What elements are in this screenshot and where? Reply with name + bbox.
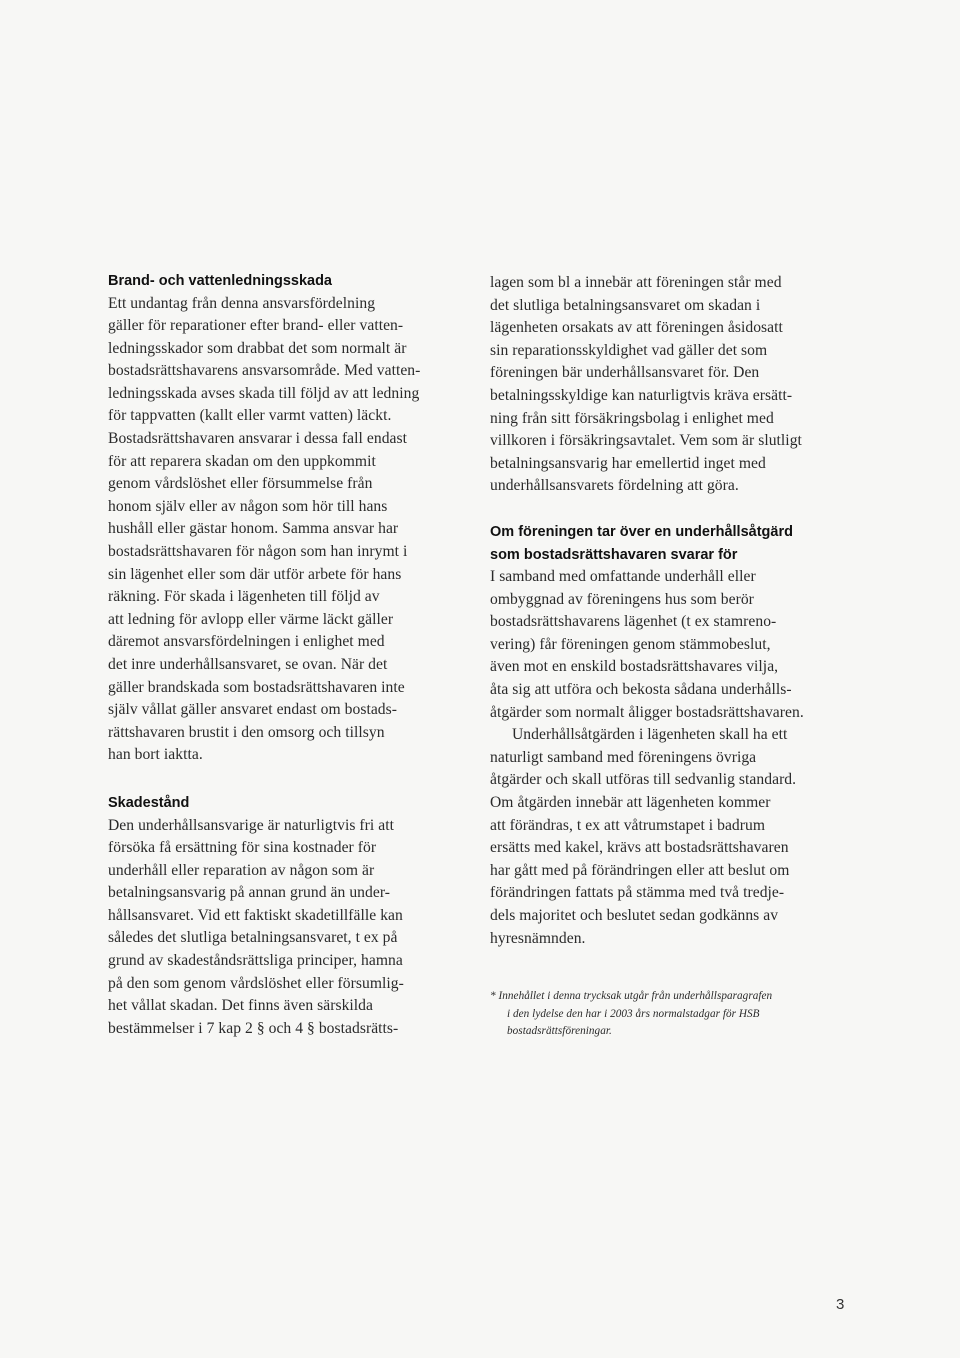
text-line: lagen som bl a innebär att föreningen står med: [490, 274, 782, 291]
text-line: ersätts med kakel, krävs att bostadsrättshavaren: [490, 839, 789, 857]
text-line: att ledning för avlopp eller värme läckt gäller: [108, 610, 394, 628]
text-line: åtgärder och skall utföras till sedvanlig standard.: [490, 771, 797, 789]
text-line: I samband med omfattande underhåll eller: [490, 568, 756, 585]
paragraph-continued: [490, 272, 802, 498]
text-line: betalningsansvarig har emellertid inget med: [490, 454, 766, 472]
text-line: sin lägenhet eller som där utför arbete för hans: [108, 565, 402, 583]
paragraph: [108, 293, 420, 767]
text-line: honom själv eller av någon som hör till hans: [108, 497, 388, 515]
section-foreningen-tar-over: [490, 521, 804, 950]
text-line: hushåll eller gästar honom. Samma ansvar har: [108, 520, 399, 538]
text-line: Ett undantag från denna ansvarsfördelning: [108, 294, 376, 312]
text-line: genom vårdslöshet eller försummelse från: [108, 475, 373, 493]
text-line: underhåll eller reparation av någon som är: [108, 861, 375, 879]
section-heading: Skadestånd: [108, 795, 190, 811]
paragraph: [490, 724, 804, 950]
footnote-line: i den lydelse den har i 2003 års normalstadgar för HSB: [507, 1007, 760, 1020]
text-line: bostadsrättshavarens lägenhet (t ex stamreno-: [490, 613, 777, 631]
text-line: betalningsansvarig på annan grund än under-: [108, 884, 390, 902]
text-line: bestämmelser i 7 kap 2 § och 4 § bostadsrätts-: [108, 1019, 399, 1037]
paragraph: [490, 566, 804, 724]
text-line: däremot ansvarsfördelningen i enlighet med: [108, 633, 385, 651]
text-line: dels majoritet och beslutet sedan godkänns av: [490, 906, 779, 924]
footnote-line: * Innehållet i denna trycksak utgår från underhållsparagrafen: [490, 990, 773, 1002]
section-heading: som bostadsrättshavaren svarar för: [490, 546, 738, 563]
text-line: har gått med på förändringen eller att beslut om: [490, 861, 790, 879]
text-line: ning från sitt försäkringsbolag i enlighet med: [490, 409, 774, 427]
text-line: gäller för reparationer efter brand- eller vatten-: [108, 317, 404, 335]
section-heading: Brand- och vattenledningsskada: [108, 273, 332, 289]
text-line: bostadsrättshavaren för någon som han inrymt i: [108, 543, 408, 561]
footnote: [490, 988, 880, 1041]
section-heading: Om föreningen tar över en underhållsåtgärd: [490, 524, 793, 540]
text-line: sin reparationsskyldighet vad gäller det som: [490, 341, 768, 359]
text-line: på den som genom vårdslöshet eller försumlig-: [108, 974, 404, 992]
text-line: grund av skadeståndsrättsliga principer, hamna: [108, 952, 403, 970]
text-line: det inre underhållsansvaret, se ovan. När det: [108, 656, 388, 673]
section-brand-vattenledningsskada: [108, 270, 420, 767]
text-line: het vållat skadan. Det finns även särskilda: [108, 997, 373, 1015]
text-line: försöka få ersättning för sina kostnader för: [108, 839, 377, 857]
text-line: vering) får föreningen genom stämmobeslut,: [490, 635, 771, 653]
text-line: Underhållsåtgärden i lägenheten skall ha ett: [512, 726, 788, 744]
text-line: det slutliga betalningsansvaret om skadan i: [490, 296, 761, 314]
text-line: hyresnämnden.: [490, 929, 586, 947]
text-line: för att reparera skadan om den uppkommit: [108, 452, 376, 470]
section-skadestand: [108, 792, 404, 1040]
page-number: 3: [836, 1296, 845, 1313]
text-line: således det slutliga betalningsansvaret, t ex på: [108, 929, 398, 947]
text-line: förändringen fattats på stämma med två tredje-: [490, 884, 785, 902]
text-line: ledningsskada avses skada till följd av att ledning: [108, 384, 420, 402]
text-line: räkning. För skada i lägenheten till följd av: [108, 588, 380, 606]
text-line: villkoren i försäkringsavtalet. Vem som är slutligt: [490, 432, 802, 450]
text-line: Om åtgärden innebär att lägenheten kommer: [490, 793, 771, 811]
text-line: ombyggnad av föreningens hus som berör: [490, 590, 754, 608]
text-line: även mot en enskild bostadsrättshavares vilja,: [490, 658, 779, 676]
text-line: lägenheten orsakats av att föreningen åsidosatt: [490, 319, 783, 337]
text-line: att förändras, t ex att våtrumstapet i badrum: [490, 816, 766, 834]
text-line: gäller brandskada som bostadsrättshavaren inte: [108, 678, 405, 696]
text-line: naturligt samband med föreningens övriga: [490, 748, 757, 766]
paragraph: [108, 815, 404, 1041]
text-line: hållsansvaret. Vid ett faktiskt skadetillfälle kan: [108, 906, 403, 924]
text-line: ledningsskador som drabbat det som normalt är: [108, 339, 407, 357]
text-line: bostadsrättshavarens ansvarsområde. Med vatten-: [108, 362, 421, 380]
text-line: underhållsansvarets fördelning att göra.: [490, 477, 739, 495]
text-line: för tappvatten (kallt eller varmt vatten) läckt.: [108, 407, 392, 425]
footnote-line: bostadsrättsföreningar.: [507, 1025, 612, 1037]
text-line: åta sig att utföra och bekosta sådana underhålls-: [490, 680, 792, 698]
text-line: betalningsskyldige kan naturligtvis kräva ersätt-: [490, 386, 793, 404]
text-line: själv vållat gäller ansvaret endast om bostads-: [108, 701, 398, 719]
text-line: Den underhållsansvarige är naturligtvis fri att: [108, 816, 394, 834]
text-line: han bort iaktta.: [108, 746, 203, 764]
text-line: åtgärder som normalt åligger bostadsrättshavaren.: [490, 703, 804, 721]
text-line: föreningen bär underhållsansvaret för. Den: [490, 364, 760, 382]
text-line: Bostadsrättshavaren ansvarar i dessa fall endast: [108, 430, 408, 448]
text-line: rättshavaren brustit i den omsorg och tillsyn: [108, 723, 385, 741]
